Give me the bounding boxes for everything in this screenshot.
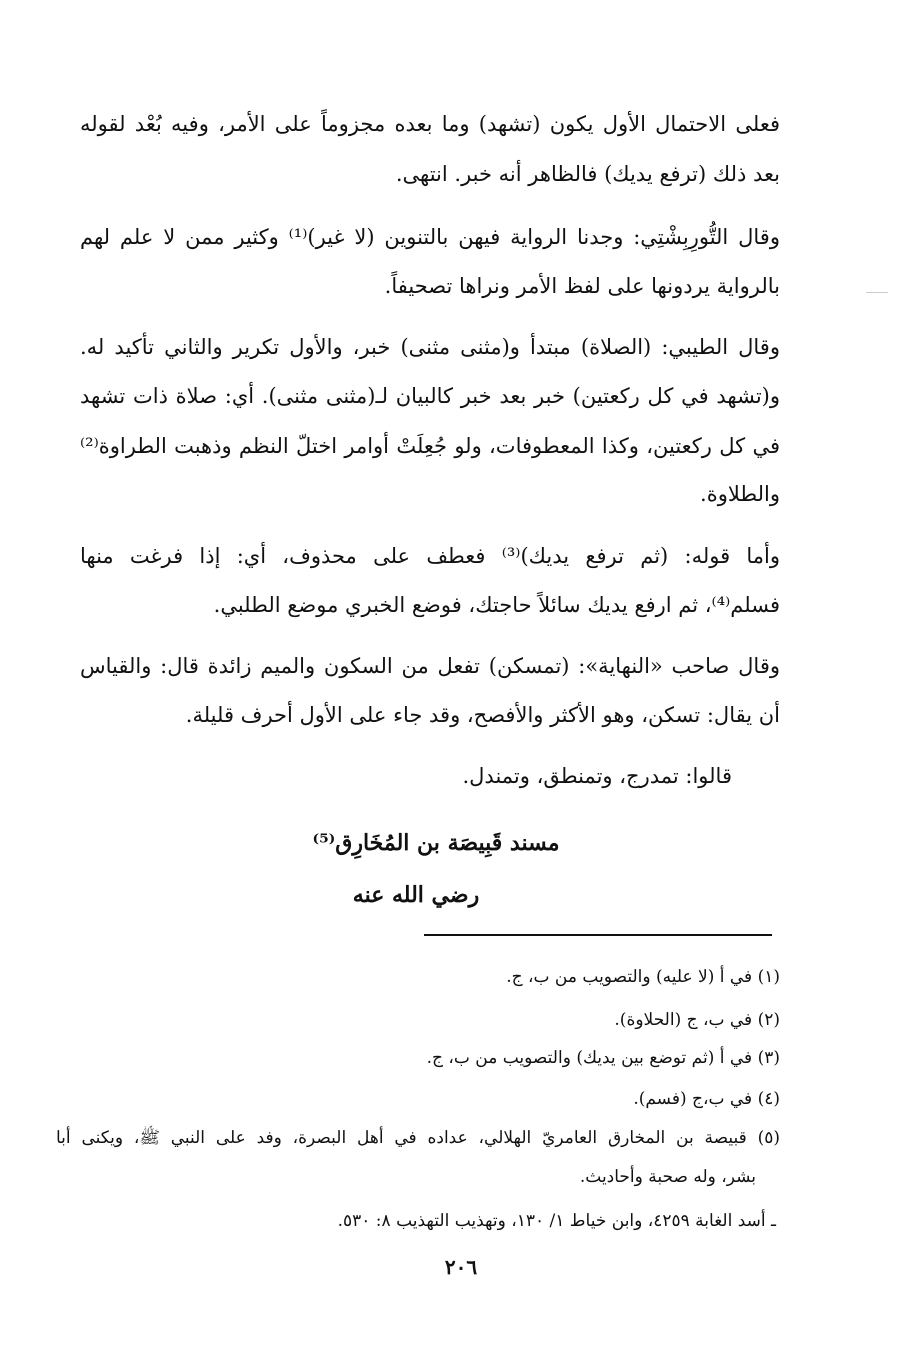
footnote-2: (٢) في ب، ج (الحلاوة). <box>614 1010 780 1030</box>
footnote-3: (٣) في أ (ثم توضع بين يديك) والتصويب من ب، ج. <box>426 1048 780 1068</box>
body-line-5: وقال الطيبي: (الصلاة) مبتدأ و(مثنى مثنى) خبر، والأول تكرير والثاني تأكيد له. <box>80 335 780 359</box>
footnote-5-continued: بشر، وله صحبة وأحاديث. <box>579 1167 756 1187</box>
section-subheading: رضي الله عنه <box>352 882 480 908</box>
footnote-4: (٤) في ب،ج (فسم). <box>633 1089 780 1109</box>
body-line-2: بعد ذلك (ترفع يديك) فالظاهر أنه خبر. انتهى. <box>395 162 780 186</box>
section-heading: مسند قَبِيصَة بن المُخَارِق⁽⁵⁾ <box>312 830 560 856</box>
footnote-references: ـ أسد الغابة ٤٢٥٩، وابن خياط ١/ ١٣٠، وتهذيب التهذيب ٨: ٥٣٠. <box>337 1211 776 1231</box>
body-line-12: أن يقال: تسكن، وهو الأكثر والأفصح، وقد جاء على الأول أحرف قليلة. <box>185 703 780 727</box>
body-line-11: وقال صاحب «النهاية»: (تمسكن) تفعل من السكون والميم زائدة قال: والقياس <box>80 654 780 678</box>
body-line-4: بالرواية يردونها على لفظ الأمر ونراها تصحيفاً. <box>384 274 780 298</box>
margin-mark <box>866 292 888 293</box>
body-line-10: فسلم⁽⁴⁾، ثم ارفع يديك سائلاً حاجتك، فوضع الخبري موضع الطلبي. <box>213 593 780 617</box>
body-line-7: في كل ركعتين، وكذا المعطوفات، ولو جُعِلَتْ أوامر اختلّ النظم وذهبت الطراوة⁽²⁾ <box>80 434 780 458</box>
page-number: ٢٠٦ <box>444 1255 478 1279</box>
footnote-separator <box>424 934 772 936</box>
body-line-6: و(تشهد في كل ركعتين) خبر بعد خبر كالبيان لـ(مثنى مثنى). أي: صلاة ذات تشهد <box>80 384 780 408</box>
body-line-9: وأما قوله: (ثم ترفع يديك)⁽³⁾ فعطف على محذوف، أي: إذا فرغت منها <box>80 544 780 568</box>
body-line-8: والطلاوة. <box>700 482 780 506</box>
footnote-1: (١) في أ (لا عليه) والتصويب من ب، ج. <box>506 967 780 987</box>
body-line-1: فعلى الاحتمال الأول يكون (تشهد) وما بعده مجزوماً على الأمر، وفيه بُعْد لقوله <box>80 112 780 136</box>
body-line-13: قالوا: تمدرج، وتمنطق، وتمندل. <box>462 764 732 788</box>
body-line-3: وقال التُّورِبِشْتِي: وجدنا الرواية فيهن بالتنوين (لا غير)⁽¹⁾ وكثير ممن لا علم لهم <box>80 225 780 249</box>
footnote-5: (٥) قبيصة بن المخارق العامريّ الهلالي، عداده في أهل البصرة، وفد على النبي ﷺ، ويكنى أبا <box>56 1128 780 1148</box>
